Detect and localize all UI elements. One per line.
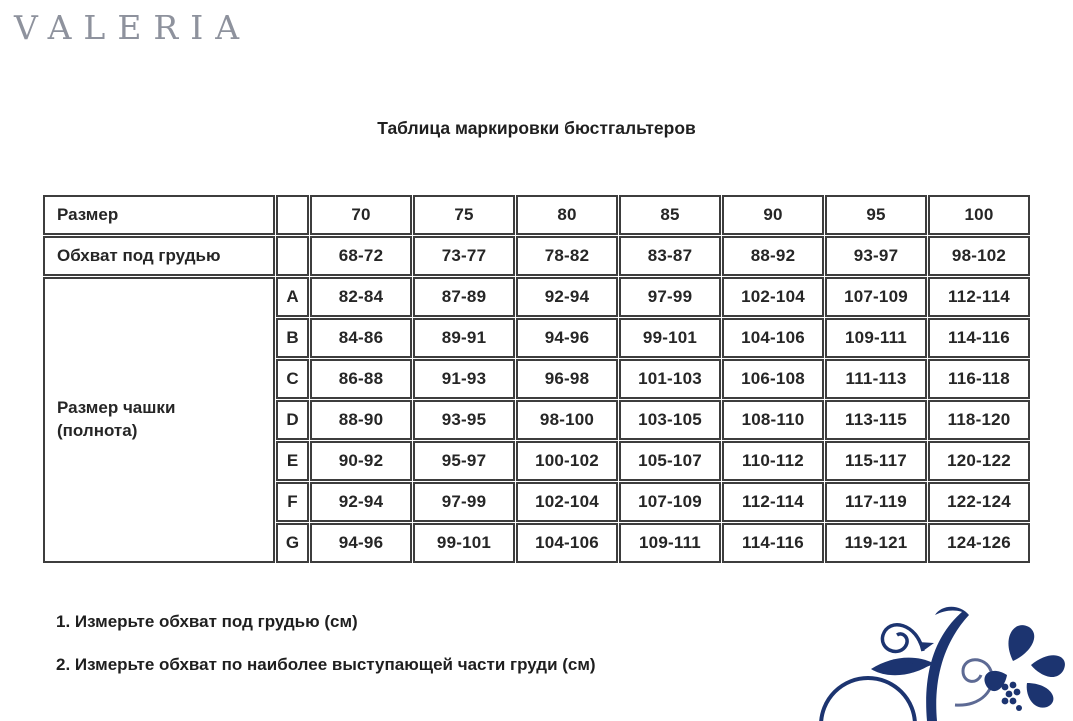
underbust-row-label: Обхват под грудью: [43, 236, 275, 276]
cup-measurement-cell: 93-95: [413, 400, 515, 440]
cup-measurement-cell: 108-110: [722, 400, 824, 440]
cup-measurement-cell: 109-111: [619, 523, 721, 563]
cup-measurement-cell: 105-107: [619, 441, 721, 481]
underbust-cell: 68-72: [310, 236, 412, 276]
band-size-row: [43, 195, 1030, 235]
instruction-2: 2. Измерьте обхват по наиболее выступающей части груди (см): [56, 655, 596, 674]
instruction-1: 1. Измерьте обхват под грудью (см): [56, 612, 358, 631]
underbust-cell: 83-87: [619, 236, 721, 276]
cup-measurement-cell: 118-120: [928, 400, 1030, 440]
cup-measurement-cell: 103-105: [619, 400, 721, 440]
cup-measurement-cell: 102-104: [722, 277, 824, 317]
cup-measurement-cell: 124-126: [928, 523, 1030, 563]
bra-size-table: [42, 194, 1031, 564]
underbust-cell: 88-92: [722, 236, 824, 276]
cup-measurement-cell: 97-99: [619, 277, 721, 317]
cup-measurement-cell: 99-101: [413, 523, 515, 563]
cup-letter-cell: B: [276, 318, 309, 358]
floral-swirl-ornament: [805, 603, 1073, 721]
band-size-cell: 80: [516, 195, 618, 235]
brand-logo: VALERIA: [14, 8, 252, 47]
cup-measurement-cell: 122-124: [928, 482, 1030, 522]
cup-measurement-cell: 107-109: [825, 277, 927, 317]
cup-measurement-cell: 106-108: [722, 359, 824, 399]
cup-measurement-cell: 94-96: [310, 523, 412, 563]
cup-measurement-cell: 89-91: [413, 318, 515, 358]
size-row-empty-cell: [276, 195, 309, 235]
cup-measurement-cell: 92-94: [310, 482, 412, 522]
cup-measurement-cell: 114-116: [928, 318, 1030, 358]
cup-measurement-cell: 97-99: [413, 482, 515, 522]
instructions-list: [56, 612, 596, 698]
cup-section-label-text: Размер чашки (полнота): [57, 398, 176, 440]
cup-measurement-cell: 104-106: [722, 318, 824, 358]
size-row-label: Размер: [43, 195, 275, 235]
cup-measurement-cell: 114-116: [722, 523, 824, 563]
cup-measurement-cell: 110-112: [722, 441, 824, 481]
cup-measurement-cell: 111-113: [825, 359, 927, 399]
underbust-row: [43, 236, 1030, 276]
cup-letter-cell: G: [276, 523, 309, 563]
band-size-cell: 85: [619, 195, 721, 235]
cup-measurement-cell: 98-100: [516, 400, 618, 440]
cup-measurement-cell: 91-93: [413, 359, 515, 399]
cup-measurement-cell: 86-88: [310, 359, 412, 399]
cup-measurement-cell: 92-94: [516, 277, 618, 317]
cup-measurement-cell: 102-104: [516, 482, 618, 522]
cup-letter-cell: F: [276, 482, 309, 522]
band-size-cell: 75: [413, 195, 515, 235]
underbust-row-empty-cell: [276, 236, 309, 276]
cup-measurement-cell: 95-97: [413, 441, 515, 481]
cup-measurement-cell: 94-96: [516, 318, 618, 358]
cup-letter-cell: D: [276, 400, 309, 440]
cup-measurement-cell: 107-109: [619, 482, 721, 522]
cup-letter-cell: E: [276, 441, 309, 481]
cup-measurement-cell: 112-114: [722, 482, 824, 522]
cup-measurement-cell: 99-101: [619, 318, 721, 358]
cup-measurement-cell: 112-114: [928, 277, 1030, 317]
band-size-cell: 100: [928, 195, 1030, 235]
cup-measurement-cell: 87-89: [413, 277, 515, 317]
cup-measurement-cell: 96-98: [516, 359, 618, 399]
page-title: Таблица маркировки бюстгальтеров: [377, 118, 696, 138]
cup-letter-cell: C: [276, 359, 309, 399]
size-table-body: [43, 195, 1030, 563]
cup-measurement-cell: 100-102: [516, 441, 618, 481]
berry-cluster: [1002, 682, 1022, 711]
underbust-cell: 73-77: [413, 236, 515, 276]
cup-measurement-cell: 88-90: [310, 400, 412, 440]
cup-measurement-cell: 113-115: [825, 400, 927, 440]
cup-measurement-cell: 90-92: [310, 441, 412, 481]
cup-section-label: [43, 277, 275, 563]
cup-measurement-cell: 117-119: [825, 482, 927, 522]
cup-measurement-cell: 84-86: [310, 318, 412, 358]
cup-measurement-cell: 101-103: [619, 359, 721, 399]
band-size-cell: 95: [825, 195, 927, 235]
cup-row: [43, 277, 1030, 317]
cup-measurement-cell: 82-84: [310, 277, 412, 317]
cup-measurement-cell: 104-106: [516, 523, 618, 563]
cup-measurement-cell: 109-111: [825, 318, 927, 358]
band-size-cell: 90: [722, 195, 824, 235]
underbust-cell: 78-82: [516, 236, 618, 276]
underbust-cell: 98-102: [928, 236, 1030, 276]
cup-measurement-cell: 116-118: [928, 359, 1030, 399]
cup-measurement-cell: 120-122: [928, 441, 1030, 481]
cup-measurement-cell: 115-117: [825, 441, 927, 481]
underbust-cell: 93-97: [825, 236, 927, 276]
band-size-cell: 70: [310, 195, 412, 235]
cup-letter-cell: A: [276, 277, 309, 317]
cup-measurement-cell: 119-121: [825, 523, 927, 563]
